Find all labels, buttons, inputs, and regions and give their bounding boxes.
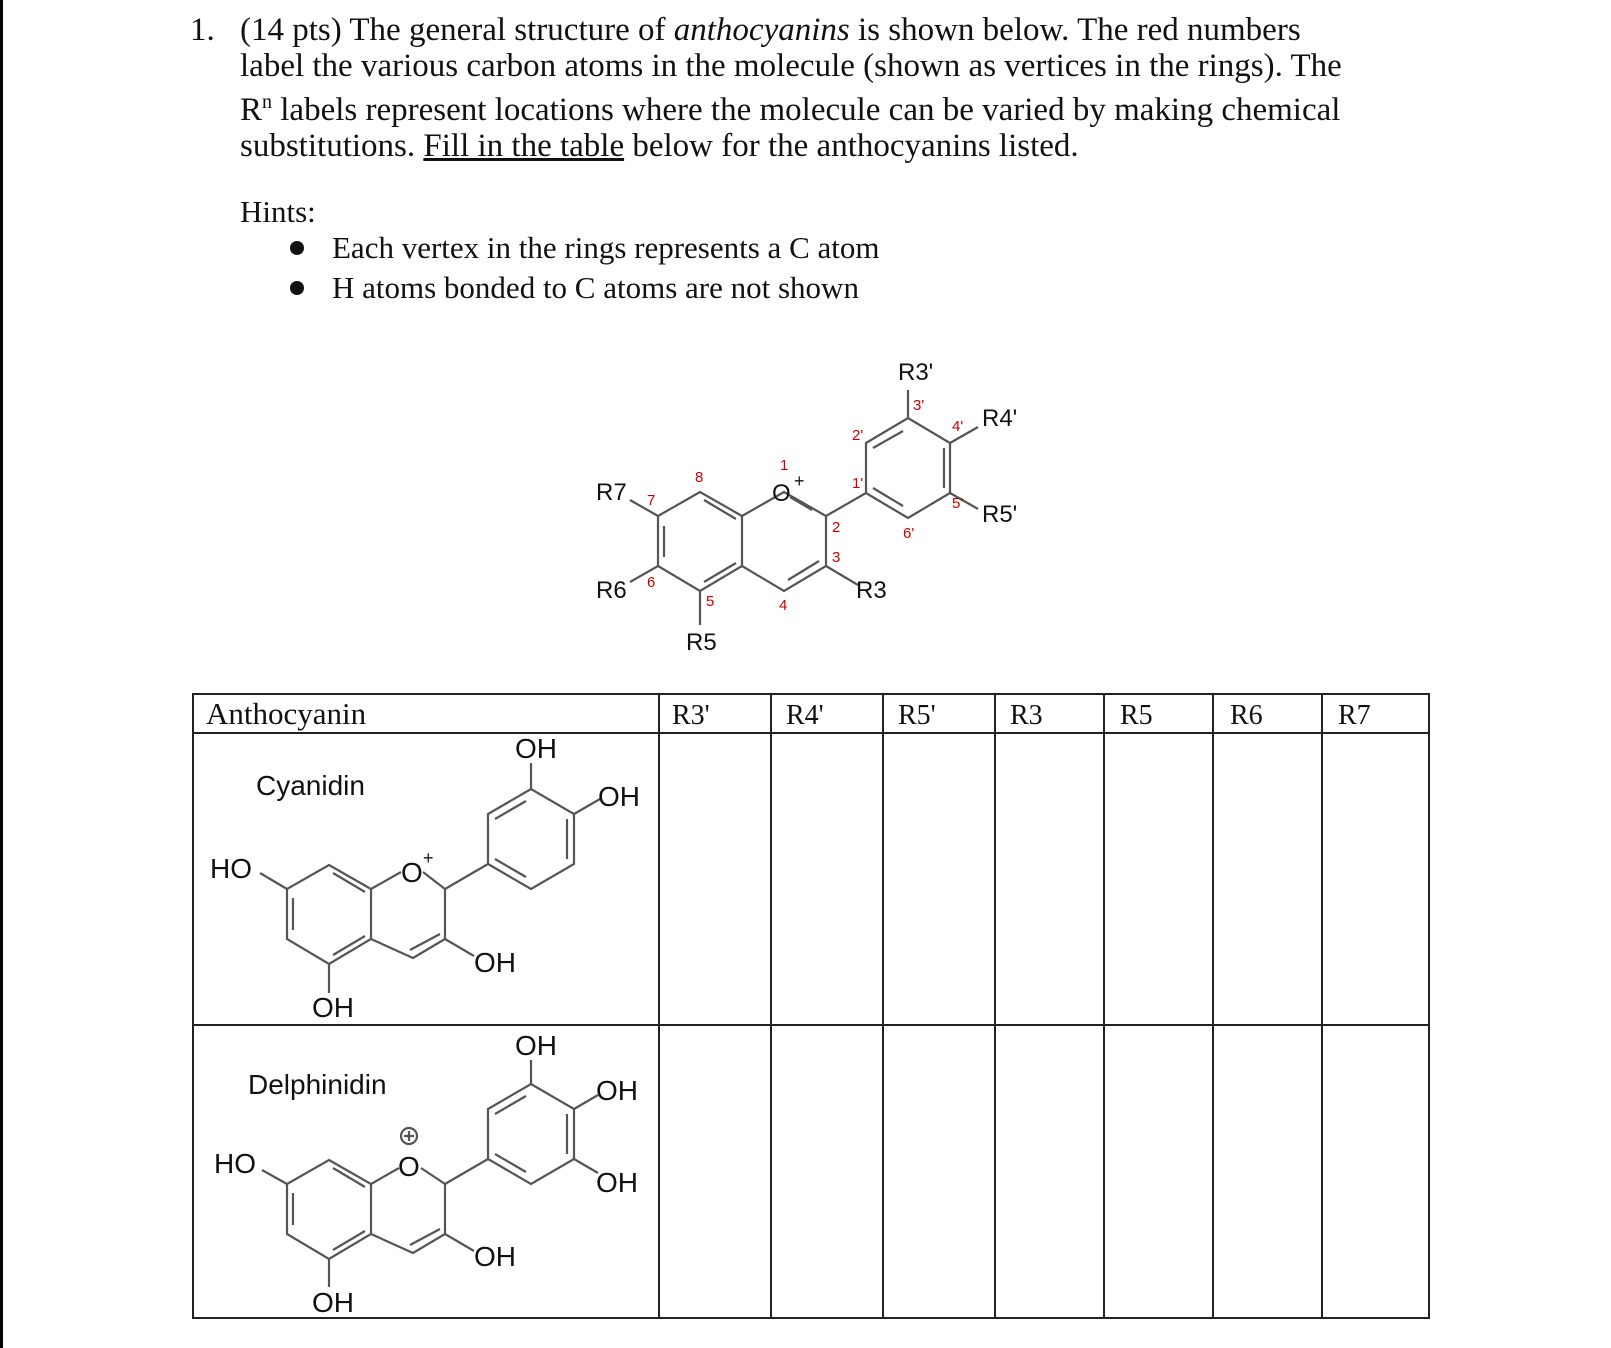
delphinidin-top-oh: OH [515,1030,557,1061]
question-line4-pre: substitutions. [240,128,424,164]
header-r4p: R4' [786,700,824,731]
r3-label: R3 [856,577,887,604]
question-number: 1. [190,12,215,48]
carbon-number-5: 5 [706,593,715,610]
cyanidin-left-ho: HO [210,853,252,884]
carbon-number-8: 8 [695,469,704,486]
delphinidin-c5-oh: OH [312,1287,354,1318]
delphinidin-r5p-cell[interactable] [885,1027,993,1316]
cyanidin-r6-cell[interactable] [1215,735,1320,1023]
delphinidin-r5-cell[interactable] [1106,1027,1211,1316]
r7-label: R7 [596,479,627,506]
cyanidin-r3-cell[interactable] [997,735,1102,1023]
hint-text-2: H atoms bonded to C atoms are not shown [332,270,859,305]
cyanidin-charge: + [423,848,434,868]
carbon-number-4: 4 [779,597,788,614]
question-line3-rest: labels represent locations where the molecule can be varied by making chemical [272,92,1341,128]
header-r7: R7 [1338,700,1371,731]
charge-label: + [794,471,805,491]
general-structure [630,390,978,625]
cyanidin-top-oh: OH [515,733,557,764]
delphinidin-right-oh: OH [596,1075,638,1106]
carbon-number-1p: 1' [852,475,864,492]
header-r3: R3 [1010,700,1043,731]
question-line3-sup: n [262,91,273,113]
anthocyanins-term: anthocyanins [673,12,850,48]
delphinidin-right2-oh: OH [596,1167,638,1198]
delphinidin-r6-cell[interactable] [1215,1027,1320,1316]
delphinidin-r7-cell[interactable] [1324,1027,1427,1316]
r3p-label: R3' [898,359,934,386]
delphinidin-c3-oh: OH [474,1241,516,1272]
cyanidin-labels [210,733,640,1023]
header-r3p: R3' [672,700,710,731]
carbon-number-6p: 6' [903,525,915,542]
header-r6: R6 [1230,700,1263,731]
question-line4-rest: below for the anthocyanins listed. [624,128,1079,164]
r5-label: R5 [686,629,717,656]
fill-table-instruction: Fill in the table [423,128,625,164]
r5p-label: R5' [982,501,1018,528]
cyanidin-r5-cell[interactable] [1106,735,1211,1023]
carbon-number-3: 3 [832,549,841,566]
cyanidin-r3p-cell[interactable] [661,735,769,1023]
r4p-label: R4' [982,405,1018,432]
carbon-number-1: 1 [780,457,789,474]
header-r5: R5 [1120,700,1153,731]
hint-text-1: Each vertex in the rings represents a C atom [332,230,880,265]
cyanidin-right-oh: OH [598,781,640,812]
delphinidin-oxygen: O [398,1151,420,1182]
cyanidin-name: Cyanidin [256,770,365,801]
cyanidin-r4p-cell[interactable] [773,735,881,1023]
oxygen-label: O [772,480,791,507]
question-line3-r: R [240,92,263,128]
carbon-number-7: 7 [647,492,656,509]
question-line1-rest: is shown below. The red numbers [849,12,1301,48]
carbon-number-2: 2 [832,519,841,536]
cyanidin-c5-oh: OH [312,992,354,1023]
hints-title: Hints: [240,194,316,229]
delphinidin-r3p-cell[interactable] [661,1027,769,1316]
header-r5p: R5' [898,700,936,731]
delphinidin-left-ho: HO [214,1148,256,1179]
delphinidin-name: Delphinidin [248,1069,387,1100]
cyanidin-oxygen: O [401,857,423,888]
carbon-number-5p: 5' [952,495,964,512]
question-points: (14 pts) The general structure of [240,12,674,48]
carbon-number-2p: 2' [852,427,864,444]
header-anthocyanin: Anthocyanin [206,696,367,731]
carbon-number-4p: 4' [952,418,964,435]
r6-label: R6 [596,577,627,604]
carbon-number-3p: 3' [913,397,925,414]
carbon-number-6: 6 [647,574,656,591]
delphinidin-r4p-cell[interactable] [773,1027,881,1316]
question-line2: label the various carbon atoms in the molecule (shown as vertices in the rings). The [240,48,1342,84]
table-header [206,696,1371,731]
delphinidin-labels [214,1030,638,1318]
cyanidin-r7-cell[interactable] [1324,735,1427,1023]
cyanidin-c3-oh: OH [474,947,516,978]
cyanidin-r5p-cell[interactable] [885,735,993,1023]
delphinidin-r3-cell[interactable] [997,1027,1102,1316]
